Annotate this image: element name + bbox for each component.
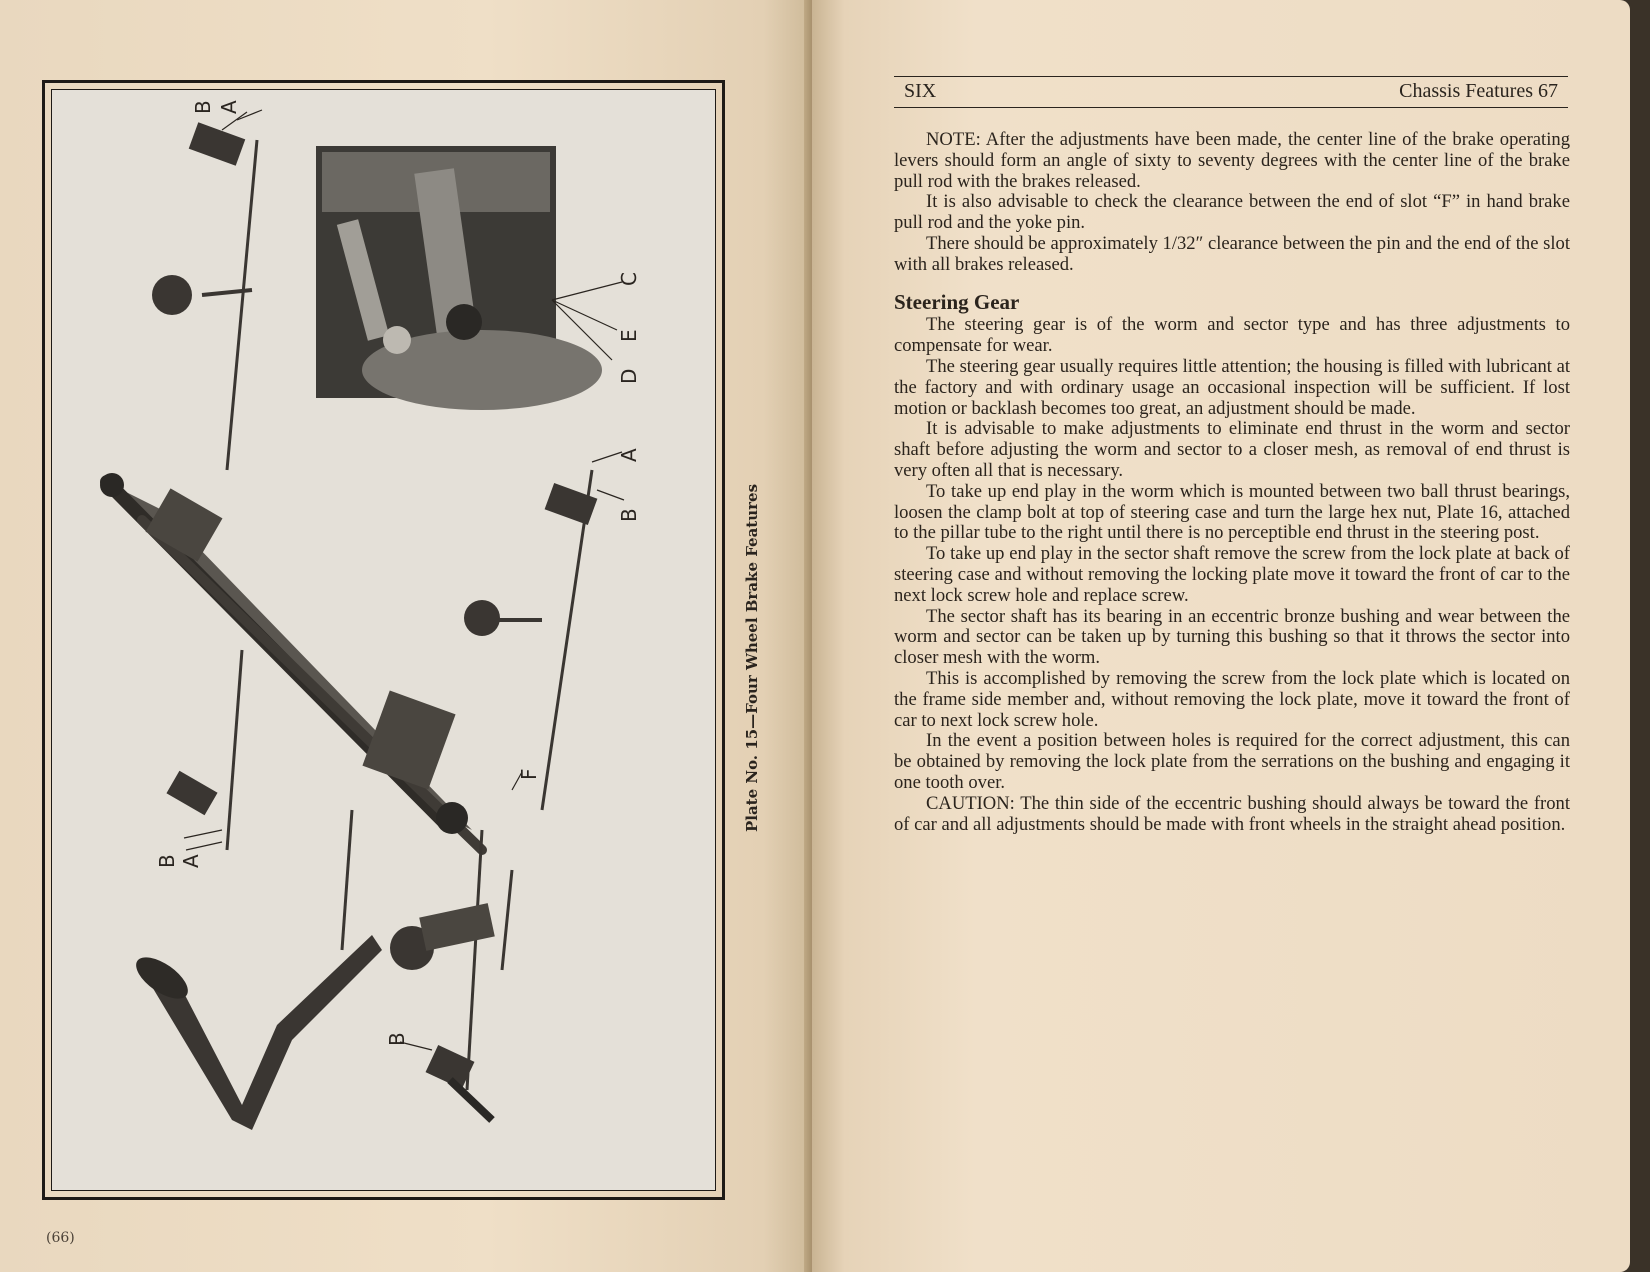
callout-a-top: A [217, 100, 241, 114]
callout-d-inset: D [617, 368, 641, 384]
section-heading: Steering Gear [894, 289, 1020, 314]
page-number-left: (66) [46, 1230, 75, 1246]
left-page [0, 0, 812, 1272]
running-head-left: SIX [904, 80, 937, 102]
paragraph: The steering gear is of the worm and sector type and has three adjustments to compensate for wear. [894, 314, 1570, 357]
callout-f: F [517, 768, 541, 780]
running-head [894, 76, 1568, 108]
callout-b-mid: B [617, 508, 641, 522]
body-text [894, 130, 1570, 835]
brake-linkage-illustration [51, 89, 716, 1191]
callout-a-low: A [179, 854, 203, 868]
callout-b-bottom: B [385, 1032, 409, 1046]
paragraph: The steering gear usually requires little attention; the housing is filled with lubricant at the factory and with ordinary usage an occasional inspection will be sufficient. If lost motion or backlash becomes too great, an adjustment should be made. [894, 355, 1570, 419]
paragraph-pin-clearance: There should be approximately 1/32″ clearance between the pin and the end of the slot with all brakes released. [894, 232, 1570, 275]
plate-caption-text: Plate No. 15—Four Wheel Brake Features [743, 483, 761, 833]
callout-b-top: B [191, 100, 215, 114]
paragraph: To take up end play in the worm which is mounted between two ball thrust bearings, loosen the clamp bolt at top of steering case and turn the large hex nut, Plate 16, attached to the pillar tube to the right until there is no perceptible end thrust in the steering post. [894, 480, 1570, 544]
paragraph: In the event a position between holes is required for the correct adjustment, this can be obtained by removing the lock plate from the serrations on the bushing and engaging it one tooth over. [894, 730, 1570, 793]
paragraph-slot-clearance: It is also advisable to check the clearance between the end of slot “F” in hand brake pull rod and the yoke pin. [894, 191, 1570, 234]
callout-b-low: B [155, 854, 179, 868]
callout-e-inset: E [617, 329, 641, 342]
paragraph-note: NOTE: After the adjustments have been made, the center line of the brake operating levers should form an angle of sixty to seventy degrees with the center line of the brake pull rod with the brakes released. [894, 129, 1570, 192]
paragraph: CAUTION: The thin side of the eccentric bushing should always be toward the front of car and all adjustments should be made with front wheels in the straight ahead position. [894, 792, 1570, 835]
running-head-right: Chassis Features 67 [1399, 80, 1558, 102]
paragraph: To take up end play in the sector shaft remove the screw from the lock plate at back of steering case and without removing the locking plate move it toward the front of car to the next lock screw hole and replace screw. [894, 543, 1570, 606]
brake-linkage-drawing [52, 90, 716, 1191]
paragraph: It is advisable to make adjustments to eliminate end thrust in the worm and sector shaft before adjusting the worm and sector to a closer mesh, as removal of end thrust is very often all that is necessary. [894, 418, 1570, 481]
callout-a-mid: A [617, 448, 641, 462]
plate-caption [740, 478, 764, 838]
paragraph: The sector shaft has its bearing in an eccentric bronze bushing and wear between the worm and sector can be taken up by turning this bushing so that it throws the sector into closer mesh with the worm. [894, 605, 1570, 669]
callout-c-inset: C [617, 272, 641, 286]
paragraph: This is accomplished by removing the screw from the lock plate which is located on the frame side member and, without removing the lock plate, move it toward the front of car to next lock screw hole. [894, 667, 1570, 731]
plate-frame [42, 80, 725, 1200]
